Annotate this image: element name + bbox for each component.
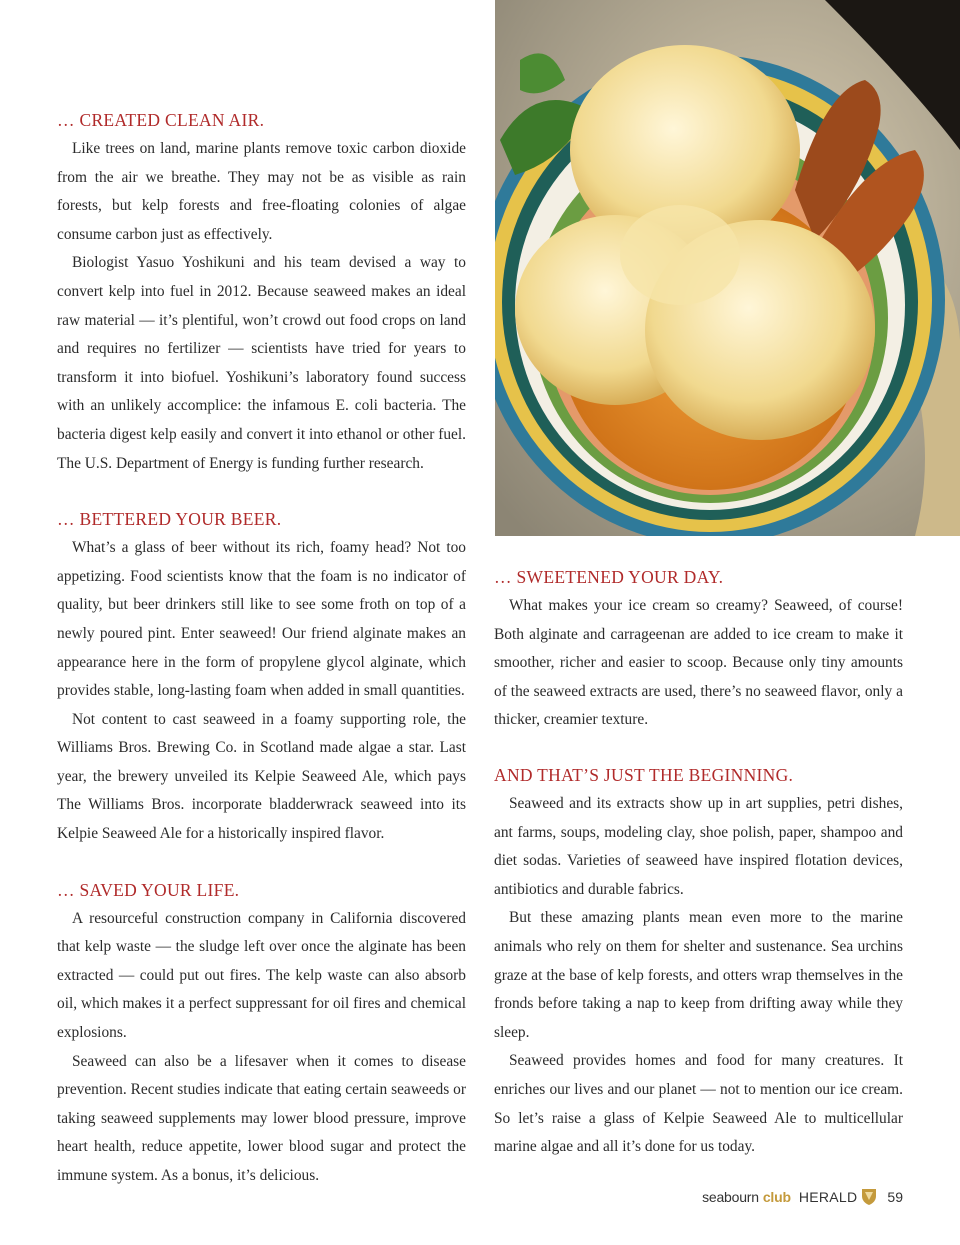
section-heading: … SWEETENED YOUR DAY. — [494, 567, 724, 587]
paragraph: But these amazing plants mean even more to the marine animals who rely on them for shelter and sustenance. Sea urchins graze at the base of kelp forests, and otters wrap themselves in the fronds before taking a nap to keep from drifting away while they sleep. — [494, 909, 903, 1041]
paragraph: A resourceful construction company in California discovered that kelp waste — the sludge left over once the alginate has been extracted — could put out fires. The kelp waste can also absorb oil, which makes it a perfect suppressant for oil fires and chemical explosions. — [57, 909, 466, 1042]
brand-seabourn: seabourn — [702, 1189, 759, 1205]
section-saved-life — [57, 876, 466, 1191]
section-clean-air — [57, 106, 466, 478]
ice-cream-bowl-icon — [495, 0, 960, 536]
page-number: 59 — [887, 1189, 903, 1205]
section-heading: … CREATED CLEAN AIR. — [57, 110, 265, 130]
section-sweetened-day — [494, 563, 903, 735]
paragraph: What’s a glass of beer without its rich, foamy head? Not too appetizing. Food scientists know that the foam is no indicator of quality, but beer drinkers still like to see some froth on top of a newly poured pint. Enter seaweed! Our friend alginate makes an appearance here in the form of propylene glycol alginate, which provides stable, long-lasting foam when added in small quantities. — [57, 539, 466, 700]
paragraph: Biologist Yasuo Yoshikuni and his team devised a way to convert kelp into fuel in 2012. Because seaweed makes an ideal raw material — it’s plentiful, won’t crowd out food crops on land and requires no fertilizer — scientists have tried for years to transform it into biofuel. Yoshikuni’s laboratory found success with an unlikely accomplice: the infamous E. coli bacteria. The bacteria digest kelp easily and convert it into ethanol or other fuel. The U.S. Department of Energy is funding further research. — [57, 254, 466, 472]
left-column — [57, 106, 466, 1218]
section-heading: AND THAT’S JUST THE BEGINNING. — [494, 764, 794, 785]
brand-club: club — [762, 1189, 791, 1205]
shield-logo-icon — [861, 1188, 877, 1206]
section-heading: … SAVED YOUR LIFE. — [57, 879, 240, 900]
brand-herald: HERALD — [798, 1189, 858, 1205]
paragraph: Seaweed and its extracts show up in art supplies, petri dishes, ant farms, soups, modeling clay, shoe polish, paper, shampoo and diet sodas. Varieties of seaweed have inspired flotation devices, antibiotics and durable fabrics. — [494, 794, 903, 898]
paragraph: Not content to cast seaweed in a foamy supporting role, the Williams Bros. Brewing Co. in Scotland made algae a star. Last year, the brewery unveiled its Kelpie Seaweed Ale, which pays The Williams Bros. incorporate bladderwrack seaweed into its Kelpie Seaweed Ale for a historically inspired flavor. — [57, 710, 466, 843]
ice-cream-photo — [495, 0, 960, 536]
paragraph: Seaweed can also be a lifesaver when it comes to disease prevention. Recent studies indicate that eating certain seaweeds or taking seaweed supplements may lower blood pressure, improve heart health, reduce appetite, lower blood sugar and protect the immune system. As a bonus, it’s delicious. — [57, 1052, 466, 1184]
section-heading: … BETTERED YOUR BEER. — [57, 509, 282, 530]
right-column — [494, 563, 903, 1189]
paragraph: What makes your ice cream so creamy? Seaweed, of course! Both alginate and carrageenan are added to ice cream to make it smoother, richer and easier to scoop. Because only tiny amounts of the seaweed extracts are used, there’s no seaweed flavor, only a thicker, creamier texture. — [494, 597, 903, 729]
section-beginning — [494, 761, 903, 1162]
paragraph: Seaweed provides homes and food for many creatures. It enriches our lives and our planet — not to mention our ice cream. So let’s raise a glass of Kelpie Seaweed Ale to multicellular marine algae and all it’s done for us today. — [494, 1052, 903, 1156]
paragraph: Like trees on land, marine plants remove toxic carbon dioxide from the air we breathe. They may not be as visible as rain forests, but kelp forests and free-floating colonies of algae consume carbon just as effectively. — [57, 140, 466, 243]
page-footer — [702, 1185, 903, 1209]
section-beer — [57, 505, 466, 849]
